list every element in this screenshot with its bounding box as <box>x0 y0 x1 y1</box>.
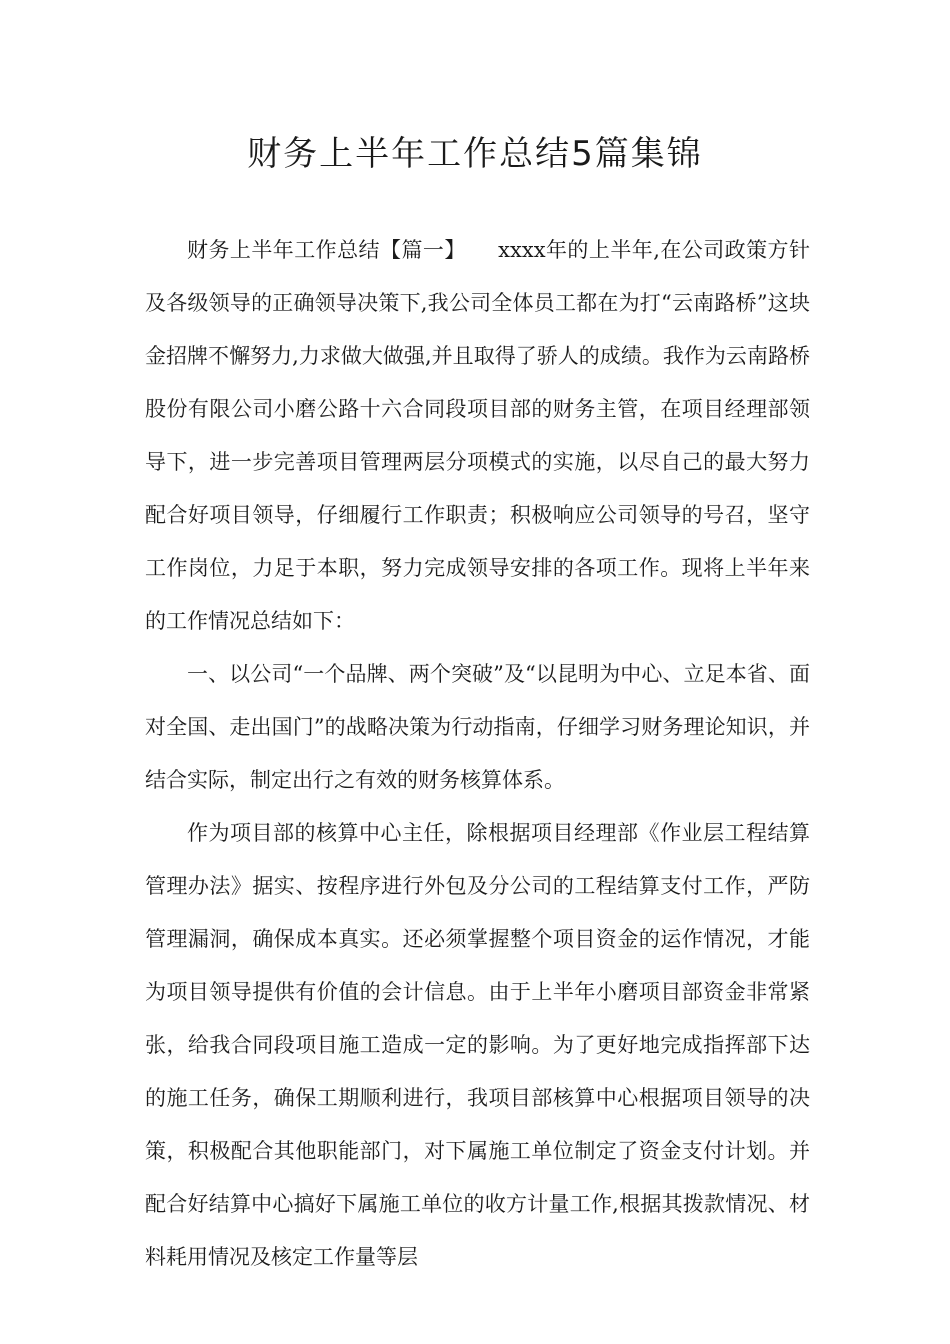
document-title: 财务上半年工作总结5篇集锦 <box>247 134 703 174</box>
document-body <box>145 224 810 1284</box>
paragraph-3: 作为项目部的核算中心主任，除根据项目经理部《作业层工程结算管理办法》据实、按程序进行外包及分公司的工程结算支付工作，严防管理漏洞，确保成本真实。还必须掌握整个项目资金的运作情况，才能为项目领导提供有价值的会计信息。由于上半年小磨项目部资金非常紧张，给我合同段项目施工造成一定的影响。为了更好地完成指挥部下达的施工任务，确保工期顺利进行，我项目部核算中心根据项目领导的决策，积极配合其他职能部门，对下属施工单位制定了资金支付计划。并配合好结算中心搞好下属施工单位的收方计量工作,根据其拨款情况、材料耗用情况及核定工作量等层 <box>145 821 810 1269</box>
paragraph-2: 一、以公司“一个品牌、两个突破”及“以昆明为中心、立足本省、面对全国、走出国门”的战略决策为行动指南，仔细学习财务理论知识，并结合实际，制定出行之有效的财务核算体系。 <box>145 662 810 792</box>
paragraph-1: 财务上半年工作总结【篇一】 xxxx年的上半年,在公司政策方针及各级领导的正确领导决策下,我公司全体员工都在为打“云南路桥”这块金招牌不懈努力,力求做大做强,并且取得了骄人的成绩。我作为云南路桥股份有限公司小磨公路十六合同段项目部的财务主管，在项目经理部领导下，进一步完善项目管理两层分项模式的实施，以尽自己的最大努力配合好项目领导，仔细履行工作职责；积极响应公司领导的号召，坚守工作岗位，力足于本职，努力完成领导安排的各项工作。现将上半年来的工作情况总结如下： <box>145 238 810 633</box>
